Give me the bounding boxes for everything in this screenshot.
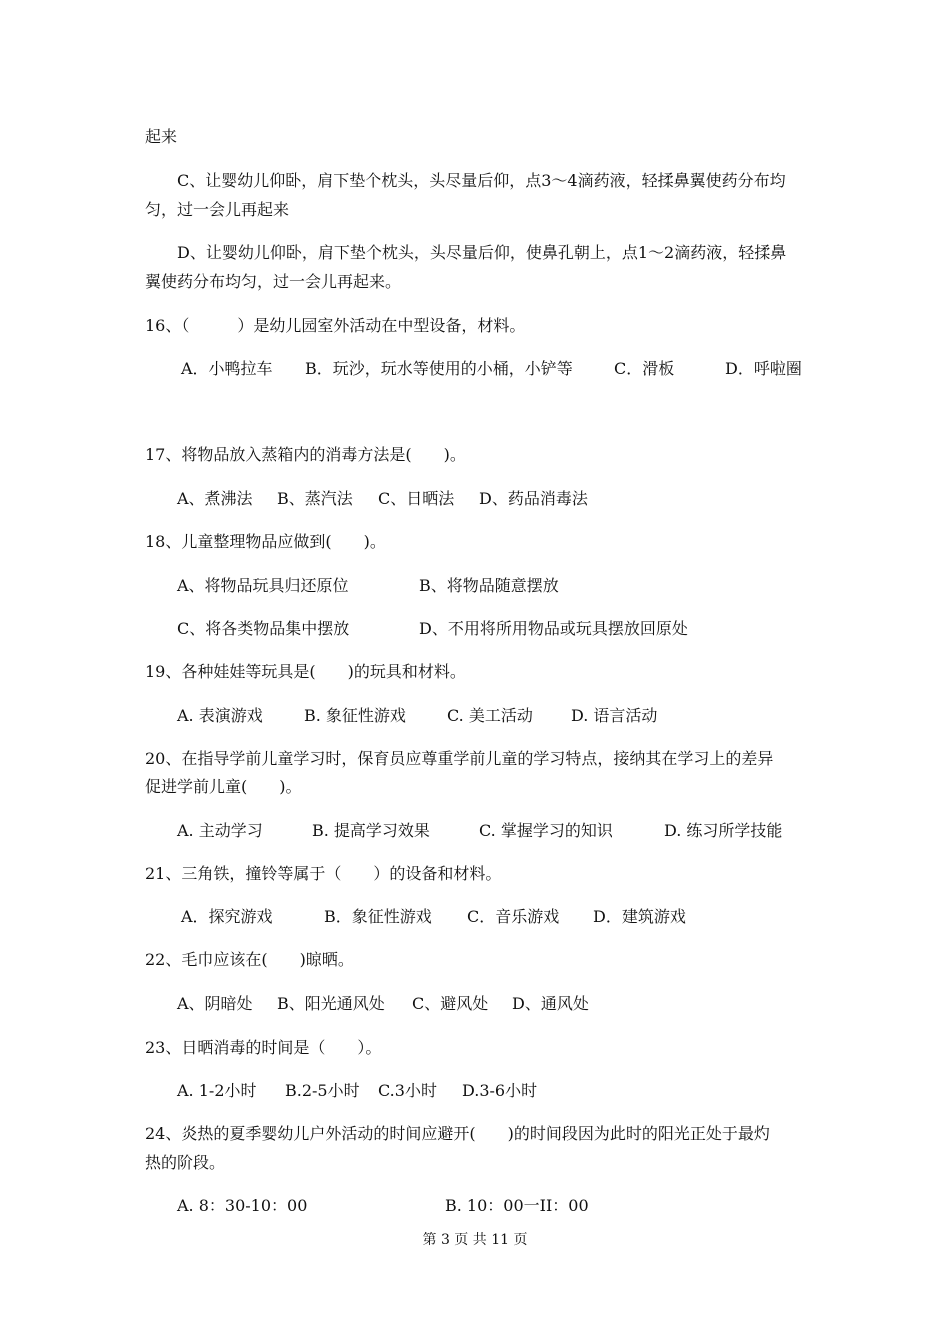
option-d: D．呼啦圈 — [725, 359, 802, 378]
question-stem: 三角铁，撞铃等属于（ ）的设备和材料。 — [181, 864, 502, 883]
question-number: 20、 — [145, 749, 182, 768]
question-number: 16、 — [145, 316, 182, 335]
option-c: C.3小时 — [378, 1081, 437, 1100]
option-b: B．玩沙，玩水等使用的小桶，小铲等 — [305, 359, 573, 378]
option-c: C、将各类物品集中摆放 — [177, 619, 350, 638]
option-b: B、阳光通风处 — [277, 994, 385, 1013]
option-b: B. 提高学习效果 — [312, 821, 430, 840]
option-b: B、蒸汽法 — [277, 489, 353, 508]
option-a: A. 表演游戏 — [177, 706, 263, 725]
option-c: C．滑板 — [614, 359, 675, 378]
question-number: 21、 — [145, 864, 182, 883]
option-b: B.2-5小时 — [285, 1081, 360, 1100]
question-stem: （ ）是幼儿园室外活动在中型设备，材料。 — [181, 316, 526, 335]
question-stem: 儿童整理物品应做到( )。 — [181, 532, 386, 551]
option-b: B. 10：00一II：00 — [445, 1196, 589, 1215]
option-a: A. 主动学习 — [177, 821, 263, 840]
option-c-line2: 匀，过一会儿再起来 — [145, 200, 290, 219]
option-a: A. 1-2小时 — [177, 1081, 257, 1100]
question-16 — [145, 316, 525, 336]
option-d: D．建筑游戏 — [593, 907, 686, 926]
question-number: 17、 — [145, 445, 182, 464]
page-footer: 第 3 页 共 11 页 — [422, 1232, 528, 1248]
option-a: A. 8：30-10：00 — [177, 1196, 308, 1215]
option-d: D. 语言活动 — [571, 706, 658, 725]
question-stem: 日晒消毒的时间是（ ）。 — [181, 1038, 382, 1057]
question-20 — [145, 749, 773, 769]
option-a: A、阴暗处 — [177, 994, 253, 1013]
question-stem: 在指导学前儿童学习时，保育员应尊重学前儿童的学习特点，接纳其在学习上的差异 — [181, 749, 774, 768]
option-c: C、避风处 — [412, 994, 489, 1013]
option-d: D、不用将所用物品或玩具摆放回原处 — [419, 619, 688, 638]
option-c-line1: C、让婴幼儿仰卧，肩下垫个枕头，头尽量后仰，点3～4滴药液，轻揉鼻翼使药分布均 — [177, 171, 786, 190]
question-23 — [145, 1038, 381, 1058]
question-number: 23、 — [145, 1038, 182, 1057]
question-stem: 将物品放入蒸箱内的消毒方法是( )。 — [181, 445, 466, 464]
option-d: D、药品消毒法 — [479, 489, 588, 508]
question-20-line2: 促进学前儿童( )。 — [145, 777, 302, 796]
question-22 — [145, 950, 354, 970]
question-24-line2: 热的阶段。 — [145, 1153, 226, 1172]
question-number: 18、 — [145, 532, 182, 551]
question-number: 24、 — [145, 1124, 182, 1143]
question-number: 19、 — [145, 662, 182, 681]
option-a: A、煮沸法 — [177, 489, 253, 508]
option-d: D. 练习所学技能 — [664, 821, 783, 840]
question-stem: 毛巾应该在( )晾晒。 — [181, 950, 354, 969]
option-d: D、通风处 — [512, 994, 589, 1013]
option-d-line1: D、让婴幼儿仰卧，肩下垫个枕头，头尽量后仰，使鼻孔朝上，点1～2滴药液，轻揉鼻 — [177, 243, 787, 262]
option-c: C. 美工活动 — [447, 706, 533, 725]
option-b-continuation: 起来 — [145, 127, 178, 146]
option-a: A．小鸭拉车 — [181, 359, 273, 378]
option-c: C、日晒法 — [378, 489, 455, 508]
question-stem: 各种娃娃等玩具是( )的玩具和材料。 — [181, 662, 466, 681]
question-24 — [145, 1124, 770, 1144]
question-21 — [145, 864, 501, 884]
question-18 — [145, 532, 386, 552]
option-c: C．音乐游戏 — [467, 907, 560, 926]
question-19 — [145, 662, 466, 682]
option-b: B．象征性游戏 — [324, 907, 432, 926]
option-a: A、将物品玩具归还原位 — [177, 576, 349, 595]
question-17 — [145, 445, 466, 465]
option-b: B、将物品随意摆放 — [419, 576, 559, 595]
option-c: C. 掌握学习的知识 — [479, 821, 613, 840]
option-d-line2: 翼使药分布均匀，过一会儿再起来。 — [145, 272, 402, 291]
question-number: 22、 — [145, 950, 182, 969]
option-b: B. 象征性游戏 — [304, 706, 406, 725]
option-a: A．探究游戏 — [181, 907, 273, 926]
option-d: D.3-6小时 — [462, 1081, 538, 1100]
question-stem: 炎热的夏季婴幼儿户外活动的时间应避开( )的时间段因为此时的阳光正处于最灼 — [181, 1124, 770, 1143]
